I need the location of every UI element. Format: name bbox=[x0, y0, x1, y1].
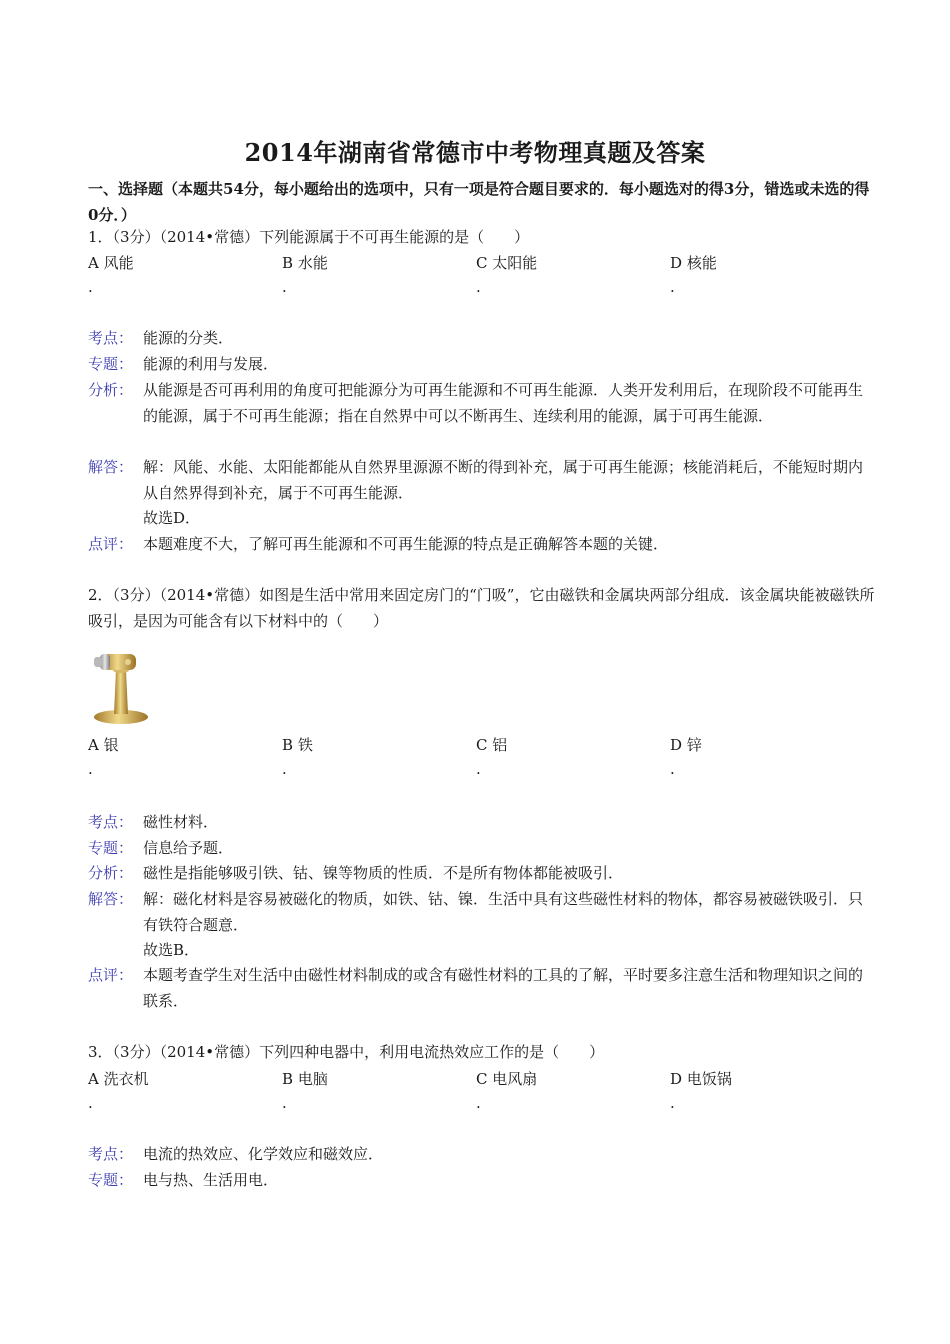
question-1-options bbox=[88, 250, 878, 306]
question-3-stem: 3．（3分）（2014•常德）下列四种电器中，利用电流热效应工作的是（ ） bbox=[88, 1043, 605, 1061]
option-c: C 电风扇 . bbox=[476, 1070, 538, 1112]
exam-page: 2014年湖南省常德市中考物理真题及答案 一、选择题（本题共54分，每小题给出的选项中，只有一项是符合题目要求的．每小题选对的得3分，错选或未选的得0分．） 1．（3分）（2014•常德）下列能源属于不可再生能源的是（ ） A 风能 . B 水能 . C 太阳能 . D 核能 . 考点： 能源的分类． 专题： 能源的利用与发展． 分析： 从能源是否可再利用的角度可把能源分为可再生能源和不可再生能源．人类开发利用后，在现阶段不可能再生的能源，属于不可再生能源；指在自然界中可以不断再生、连续利用的能源，属于可再生能源． 解答： 解：风能、水能、太阳能都能从自然界里源源不断的得到补充，属于可再生能源；核能消耗后，不能短时期内从自然界得到补充，属于不可再生能源． 故选D． 点评： 本题难度不大，了解可再生能源和不可再生能源的特点是正确解答本题的关键． 2．（3分）（2014•常德）如图是生活中常用来固定房门的“门吸”，它由磁铁和金属块两部分组成．该金属块能被磁铁所吸引，是因为可能含有以下材料中的（ ） A 银 . B 铁 . C 铝 . D 锌 . 考点： 磁性材料． 专题： 信息给予题． 分析： 磁性是指能够吸引铁、钴、镍等物质的性质．不是所有物体都能被吸引． 解答： 解：磁化材料是容易被磁化的物质，如铁、钴、镍．生活中具有这些磁性材料的物体，都容易被磁铁吸引．只有铁符合题意． 故选B． 点评： 本题考查学生对生活中由磁性材料制成的或含有磁性材料的工具的了解，平时要多注意生活和物理知识之间的联系． 3．（3分）（2014•常德）下列四种电器中，利用电流热效应工作的是（ ） A 洗衣机 . B 电脑 . C 电风扇 . D 电饭锅 . 考点： 电流的热效应、化学效应和磁效应． 专题： 电与热、生活用电． bbox=[0, 0, 950, 1344]
option-d: D 核能 . bbox=[670, 254, 717, 296]
section-header: 一、选择题（本题共54分，每小题给出的选项中，只有一项是符合题目要求的．每小题选对的得3分，错选或未选的得0分．） bbox=[88, 180, 870, 224]
option-b: B 水能 . bbox=[282, 254, 328, 296]
door-stopper-image bbox=[88, 640, 158, 728]
option-c: C 太阳能 . bbox=[476, 254, 538, 296]
option-a: A 银 . bbox=[88, 736, 119, 778]
option-a: A 洗衣机 . bbox=[88, 1070, 149, 1112]
question-1-stem: 1．（3分）（2014•常德）下列能源属于不可再生能源的是（ ） bbox=[88, 228, 530, 246]
option-d: D 电饭锅 . bbox=[670, 1070, 732, 1112]
option-c: C 铝 . bbox=[476, 736, 508, 778]
option-b: B 电脑 . bbox=[282, 1070, 328, 1112]
option-b: B 铁 . bbox=[282, 736, 313, 778]
page-title: 2014年湖南省常德市中考物理真题及答案 bbox=[244, 138, 706, 167]
question-3-options bbox=[88, 1066, 878, 1122]
option-a: A 风能 . bbox=[88, 254, 134, 296]
option-d: D 锌 . bbox=[670, 736, 702, 778]
question-2-options bbox=[88, 732, 878, 788]
question-2-stem: 2．（3分）（2014•常德）如图是生活中常用来固定房门的“门吸”，它由磁铁和金属块两部分组成．该金属块能被磁铁所吸引，是因为可能含有以下材料中的（ ） bbox=[88, 586, 875, 630]
